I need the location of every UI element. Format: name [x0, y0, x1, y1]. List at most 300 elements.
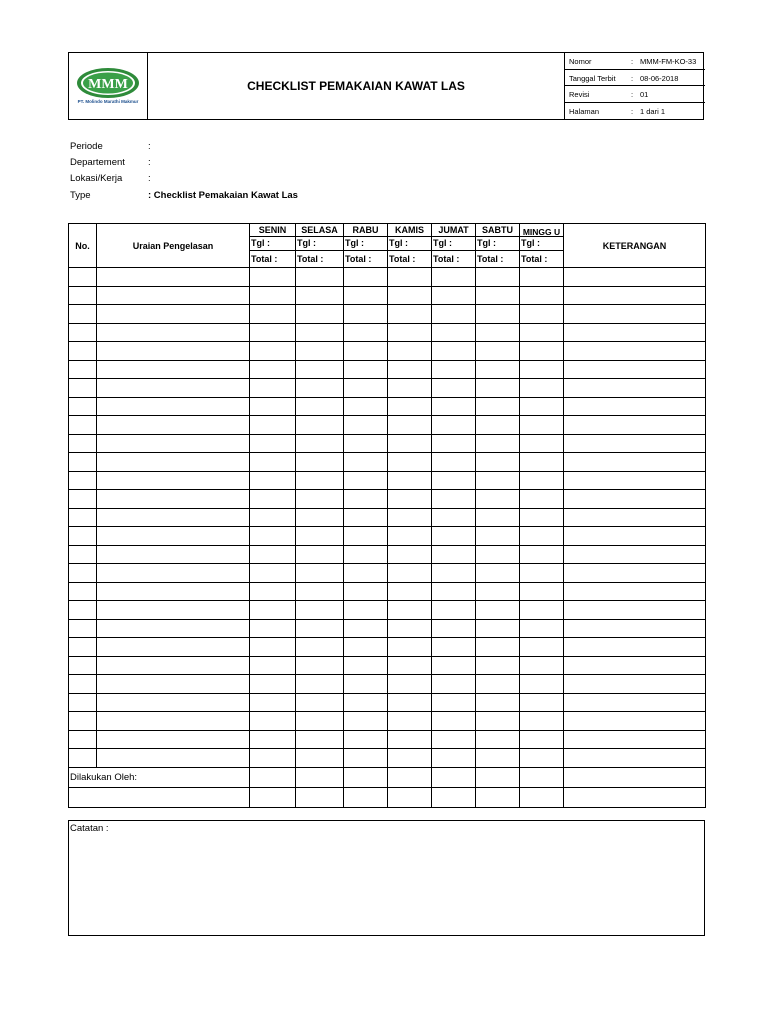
table-cell[interactable]	[69, 286, 97, 305]
table-cell[interactable]	[432, 693, 476, 712]
table-cell[interactable]	[432, 305, 476, 324]
table-cell[interactable]	[250, 693, 296, 712]
table-cell[interactable]	[388, 434, 432, 453]
table-cell[interactable]	[69, 342, 97, 361]
table-cell[interactable]	[476, 656, 520, 675]
table-cell[interactable]	[432, 453, 476, 472]
table-cell[interactable]	[564, 490, 706, 509]
table-cell[interactable]	[564, 360, 706, 379]
table-cell[interactable]	[296, 490, 344, 509]
table-cell[interactable]	[296, 693, 344, 712]
table-cell[interactable]	[250, 434, 296, 453]
table-cell[interactable]	[564, 342, 706, 361]
table-cell[interactable]	[296, 638, 344, 657]
table-cell[interactable]	[388, 471, 432, 490]
table-cell[interactable]	[97, 564, 250, 583]
table-cell[interactable]	[564, 397, 706, 416]
table-cell[interactable]	[564, 323, 706, 342]
table-cell[interactable]	[250, 490, 296, 509]
table-cell[interactable]	[69, 527, 97, 546]
table-cell[interactable]	[69, 730, 97, 749]
table-cell[interactable]	[69, 712, 97, 731]
table-cell[interactable]	[69, 268, 97, 287]
table-cell[interactable]	[564, 601, 706, 620]
table-cell[interactable]	[296, 582, 344, 601]
table-cell[interactable]	[296, 323, 344, 342]
table-cell[interactable]	[69, 601, 97, 620]
table-cell[interactable]	[388, 656, 432, 675]
table-cell[interactable]	[388, 268, 432, 287]
table-cell[interactable]	[344, 730, 388, 749]
table-cell[interactable]	[344, 693, 388, 712]
table-cell[interactable]	[344, 434, 388, 453]
table-cell[interactable]	[344, 305, 388, 324]
table-cell[interactable]	[296, 379, 344, 398]
table-cell[interactable]	[296, 527, 344, 546]
table-cell[interactable]	[97, 730, 250, 749]
table-cell[interactable]	[564, 527, 706, 546]
table-cell[interactable]	[97, 693, 250, 712]
total-senin: Total :	[250, 251, 296, 268]
table-cell[interactable]	[250, 712, 296, 731]
table-cell[interactable]	[250, 545, 296, 564]
table-cell[interactable]	[564, 693, 706, 712]
signature-cell[interactable]	[250, 787, 296, 807]
table-cell[interactable]	[432, 323, 476, 342]
table-cell[interactable]	[250, 601, 296, 620]
table-cell[interactable]	[520, 416, 564, 435]
table-cell[interactable]	[476, 305, 520, 324]
table-cell[interactable]	[97, 527, 250, 546]
table-cell[interactable]	[564, 749, 706, 768]
table-cell[interactable]	[69, 749, 97, 768]
table-cell[interactable]	[432, 434, 476, 453]
table-cell[interactable]	[69, 564, 97, 583]
table-cell[interactable]	[476, 712, 520, 731]
table-cell[interactable]	[564, 545, 706, 564]
table-cell[interactable]	[97, 323, 250, 342]
table-cell[interactable]	[296, 619, 344, 638]
table-cell[interactable]	[564, 471, 706, 490]
table-cell[interactable]	[97, 379, 250, 398]
table-cell[interactable]	[296, 730, 344, 749]
table-cell[interactable]	[388, 286, 432, 305]
table-row	[69, 508, 706, 527]
table-cell[interactable]	[344, 286, 388, 305]
table-cell[interactable]	[69, 416, 97, 435]
table-cell[interactable]	[97, 582, 250, 601]
table-cell[interactable]	[69, 619, 97, 638]
table-cell[interactable]	[97, 656, 250, 675]
signature-cell[interactable]	[296, 787, 344, 807]
table-cell[interactable]	[476, 527, 520, 546]
table-cell[interactable]	[344, 360, 388, 379]
table-cell[interactable]	[69, 360, 97, 379]
table-cell[interactable]	[388, 675, 432, 694]
signature-cell[interactable]	[388, 767, 432, 787]
signature-cell[interactable]	[432, 767, 476, 787]
table-cell[interactable]	[432, 490, 476, 509]
table-cell[interactable]	[250, 471, 296, 490]
table-cell[interactable]	[476, 416, 520, 435]
table-cell[interactable]	[432, 675, 476, 694]
checklist-table	[68, 223, 706, 808]
table-cell[interactable]	[296, 305, 344, 324]
table-cell[interactable]	[250, 638, 296, 657]
signature-name-cell[interactable]	[69, 787, 250, 807]
table-cell[interactable]	[520, 656, 564, 675]
table-cell[interactable]	[344, 471, 388, 490]
table-cell[interactable]	[476, 360, 520, 379]
signature-cell[interactable]	[476, 787, 520, 807]
table-cell[interactable]	[344, 638, 388, 657]
table-cell[interactable]	[564, 286, 706, 305]
table-cell[interactable]	[97, 286, 250, 305]
table-cell[interactable]	[250, 397, 296, 416]
table-cell[interactable]	[344, 508, 388, 527]
table-cell[interactable]	[388, 730, 432, 749]
table-cell[interactable]	[344, 323, 388, 342]
table-cell[interactable]	[432, 638, 476, 657]
table-cell[interactable]	[344, 712, 388, 731]
table-cell[interactable]	[344, 545, 388, 564]
table-cell[interactable]	[520, 471, 564, 490]
table-cell[interactable]	[296, 286, 344, 305]
table-cell[interactable]	[344, 564, 388, 583]
table-cell[interactable]	[564, 712, 706, 731]
total-jumat: Total :	[432, 251, 476, 268]
table-cell[interactable]	[388, 360, 432, 379]
table-cell[interactable]	[344, 601, 388, 620]
table-cell[interactable]	[344, 675, 388, 694]
table-cell[interactable]	[520, 286, 564, 305]
table-cell[interactable]	[296, 656, 344, 675]
table-cell[interactable]	[388, 453, 432, 472]
table-cell[interactable]	[250, 453, 296, 472]
table-cell[interactable]	[520, 749, 564, 768]
table-cell[interactable]	[432, 342, 476, 361]
table-cell[interactable]	[69, 582, 97, 601]
table-cell[interactable]	[344, 749, 388, 768]
table-cell[interactable]	[388, 342, 432, 361]
table-cell[interactable]	[250, 656, 296, 675]
table-cell[interactable]	[69, 471, 97, 490]
table-cell[interactable]	[296, 397, 344, 416]
table-cell[interactable]	[250, 730, 296, 749]
table-cell[interactable]	[388, 712, 432, 731]
table-cell[interactable]	[97, 619, 250, 638]
table-cell[interactable]	[564, 453, 706, 472]
table-cell[interactable]	[97, 342, 250, 361]
table-cell[interactable]	[69, 675, 97, 694]
table-cell[interactable]	[97, 545, 250, 564]
table-cell[interactable]	[520, 434, 564, 453]
table-cell[interactable]	[97, 471, 250, 490]
table-cell[interactable]	[69, 323, 97, 342]
signature-cell[interactable]	[388, 787, 432, 807]
table-cell[interactable]	[250, 416, 296, 435]
table-cell[interactable]	[344, 397, 388, 416]
table-cell[interactable]	[250, 268, 296, 287]
table-cell[interactable]	[388, 305, 432, 324]
table-cell[interactable]	[69, 453, 97, 472]
table-cell[interactable]	[432, 286, 476, 305]
table-cell[interactable]	[388, 397, 432, 416]
table-cell[interactable]	[296, 416, 344, 435]
table-cell[interactable]	[432, 397, 476, 416]
table-cell[interactable]	[520, 268, 564, 287]
table-cell[interactable]	[388, 749, 432, 768]
table-cell[interactable]	[520, 323, 564, 342]
table-cell[interactable]	[69, 434, 97, 453]
table-cell[interactable]	[520, 675, 564, 694]
table-cell[interactable]	[296, 712, 344, 731]
table-cell[interactable]	[296, 360, 344, 379]
signature-cell[interactable]	[344, 787, 388, 807]
table-cell[interactable]	[564, 638, 706, 657]
table-cell[interactable]	[69, 508, 97, 527]
table-cell[interactable]	[250, 508, 296, 527]
table-cell[interactable]	[520, 342, 564, 361]
tgl-senin: Tgl :	[250, 237, 296, 251]
table-cell[interactable]	[388, 379, 432, 398]
table-cell[interactable]	[564, 268, 706, 287]
table-cell[interactable]	[520, 693, 564, 712]
table-cell[interactable]	[520, 601, 564, 620]
table-cell[interactable]	[388, 693, 432, 712]
table-cell[interactable]	[520, 527, 564, 546]
table-cell[interactable]	[388, 601, 432, 620]
table-cell[interactable]	[97, 416, 250, 435]
table-cell[interactable]	[388, 490, 432, 509]
table-cell[interactable]	[97, 360, 250, 379]
table-cell[interactable]	[97, 749, 250, 768]
table-cell[interactable]	[388, 323, 432, 342]
table-cell[interactable]	[344, 527, 388, 546]
table-cell[interactable]	[520, 508, 564, 527]
table-cell[interactable]	[564, 434, 706, 453]
table-cell[interactable]	[296, 675, 344, 694]
table-cell[interactable]	[564, 730, 706, 749]
table-cell[interactable]	[69, 638, 97, 657]
table-cell[interactable]	[97, 434, 250, 453]
table-cell[interactable]	[520, 453, 564, 472]
table-cell[interactable]	[344, 268, 388, 287]
table-cell[interactable]	[564, 582, 706, 601]
table-cell[interactable]	[476, 397, 520, 416]
table-cell[interactable]	[250, 305, 296, 324]
table-cell[interactable]	[432, 712, 476, 731]
table-cell[interactable]	[564, 656, 706, 675]
table-cell[interactable]	[520, 490, 564, 509]
table-cell[interactable]	[476, 342, 520, 361]
logo-text: MMM	[88, 77, 128, 92]
table-cell[interactable]	[476, 379, 520, 398]
table-cell[interactable]	[476, 619, 520, 638]
table-cell[interactable]	[476, 638, 520, 657]
table-cell[interactable]	[97, 675, 250, 694]
table-cell[interactable]	[344, 582, 388, 601]
signature-cell[interactable]	[564, 787, 706, 807]
table-cell[interactable]	[296, 268, 344, 287]
table-cell[interactable]	[520, 305, 564, 324]
table-cell[interactable]	[432, 508, 476, 527]
lokasi-sep: :	[148, 173, 151, 184]
table-cell[interactable]	[250, 323, 296, 342]
signature-cell[interactable]	[520, 767, 564, 787]
table-cell[interactable]	[476, 749, 520, 768]
table-cell[interactable]	[250, 749, 296, 768]
table-cell[interactable]	[69, 379, 97, 398]
table-cell[interactable]	[520, 712, 564, 731]
table-cell[interactable]	[432, 749, 476, 768]
table-row	[69, 268, 706, 287]
table-cell[interactable]	[296, 342, 344, 361]
table-cell[interactable]	[476, 434, 520, 453]
table-cell[interactable]	[97, 305, 250, 324]
table-cell[interactable]	[476, 675, 520, 694]
table-cell[interactable]	[97, 712, 250, 731]
table-cell[interactable]	[432, 564, 476, 583]
table-cell[interactable]	[432, 379, 476, 398]
table-cell[interactable]	[97, 268, 250, 287]
departement-label: Departement	[70, 157, 125, 168]
table-cell[interactable]	[388, 416, 432, 435]
table-cell[interactable]	[476, 693, 520, 712]
table-cell[interactable]	[432, 619, 476, 638]
table-cell[interactable]	[520, 730, 564, 749]
table-cell[interactable]	[69, 656, 97, 675]
table-cell[interactable]	[564, 508, 706, 527]
table-cell[interactable]	[520, 379, 564, 398]
table-cell[interactable]	[564, 564, 706, 583]
table-cell[interactable]	[97, 397, 250, 416]
signature-cell[interactable]	[296, 767, 344, 787]
table-cell[interactable]	[69, 305, 97, 324]
table-cell[interactable]	[520, 619, 564, 638]
table-cell[interactable]	[97, 453, 250, 472]
table-cell[interactable]	[344, 656, 388, 675]
table-cell[interactable]	[564, 379, 706, 398]
table-cell[interactable]	[69, 693, 97, 712]
table-cell[interactable]	[564, 305, 706, 324]
table-cell[interactable]	[476, 453, 520, 472]
table-cell[interactable]	[520, 564, 564, 583]
table-cell[interactable]	[250, 564, 296, 583]
table-cell[interactable]	[69, 545, 97, 564]
table-cell[interactable]	[564, 675, 706, 694]
table-cell[interactable]	[296, 545, 344, 564]
table-cell[interactable]	[250, 527, 296, 546]
table-cell[interactable]	[520, 582, 564, 601]
table-cell[interactable]	[388, 638, 432, 657]
table-cell[interactable]	[476, 268, 520, 287]
table-cell[interactable]	[432, 582, 476, 601]
table-cell[interactable]	[432, 416, 476, 435]
table-cell[interactable]	[432, 471, 476, 490]
table-cell[interactable]	[97, 638, 250, 657]
table-cell[interactable]	[97, 508, 250, 527]
table-cell[interactable]	[520, 397, 564, 416]
table-cell[interactable]	[250, 360, 296, 379]
table-cell[interactable]	[296, 508, 344, 527]
signature-cell[interactable]	[250, 767, 296, 787]
table-cell[interactable]	[296, 601, 344, 620]
table-cell[interactable]	[476, 490, 520, 509]
table-row	[69, 749, 706, 768]
table-cell[interactable]	[388, 564, 432, 583]
table-cell[interactable]	[476, 601, 520, 620]
table-cell[interactable]	[388, 527, 432, 546]
table-cell[interactable]	[476, 508, 520, 527]
table-cell[interactable]	[476, 730, 520, 749]
table-cell[interactable]	[296, 564, 344, 583]
table-cell[interactable]	[432, 527, 476, 546]
table-cell[interactable]	[388, 619, 432, 638]
table-cell[interactable]	[250, 582, 296, 601]
table-cell[interactable]	[250, 286, 296, 305]
table-cell[interactable]	[388, 582, 432, 601]
table-cell[interactable]	[476, 582, 520, 601]
table-cell[interactable]	[296, 434, 344, 453]
table-cell[interactable]	[344, 379, 388, 398]
table-cell[interactable]	[476, 471, 520, 490]
table-cell[interactable]	[432, 656, 476, 675]
table-cell[interactable]	[344, 490, 388, 509]
table-cell[interactable]	[564, 416, 706, 435]
table-cell[interactable]	[388, 508, 432, 527]
table-cell[interactable]	[344, 342, 388, 361]
table-cell[interactable]	[432, 601, 476, 620]
table-cell[interactable]	[520, 638, 564, 657]
table-cell[interactable]	[97, 601, 250, 620]
table-cell[interactable]	[432, 268, 476, 287]
table-cell[interactable]	[344, 453, 388, 472]
table-cell[interactable]	[69, 397, 97, 416]
table-cell[interactable]	[564, 619, 706, 638]
table-cell[interactable]	[250, 342, 296, 361]
table-cell[interactable]	[476, 545, 520, 564]
table-cell[interactable]	[344, 416, 388, 435]
table-cell[interactable]	[250, 675, 296, 694]
table-cell[interactable]	[432, 730, 476, 749]
table-cell[interactable]	[520, 360, 564, 379]
table-cell[interactable]	[432, 360, 476, 379]
table-cell[interactable]	[388, 545, 432, 564]
signature-cell[interactable]	[564, 767, 706, 787]
table-cell[interactable]	[432, 545, 476, 564]
signature-cell[interactable]	[432, 787, 476, 807]
table-cell[interactable]	[476, 564, 520, 583]
signature-cell[interactable]	[344, 767, 388, 787]
table-cell[interactable]	[69, 490, 97, 509]
table-cell[interactable]	[296, 453, 344, 472]
table-cell[interactable]	[344, 619, 388, 638]
signature-cell[interactable]	[476, 767, 520, 787]
table-cell[interactable]	[520, 545, 564, 564]
table-cell[interactable]	[250, 379, 296, 398]
table-row	[69, 675, 706, 694]
table-cell[interactable]	[476, 323, 520, 342]
table-cell[interactable]	[250, 619, 296, 638]
table-cell[interactable]	[476, 286, 520, 305]
table-row	[69, 619, 706, 638]
signature-cell[interactable]	[520, 787, 564, 807]
lokasi-label: Lokasi/Kerja	[70, 173, 123, 184]
table-cell[interactable]	[97, 490, 250, 509]
table-cell[interactable]	[296, 471, 344, 490]
table-cell[interactable]	[296, 749, 344, 768]
